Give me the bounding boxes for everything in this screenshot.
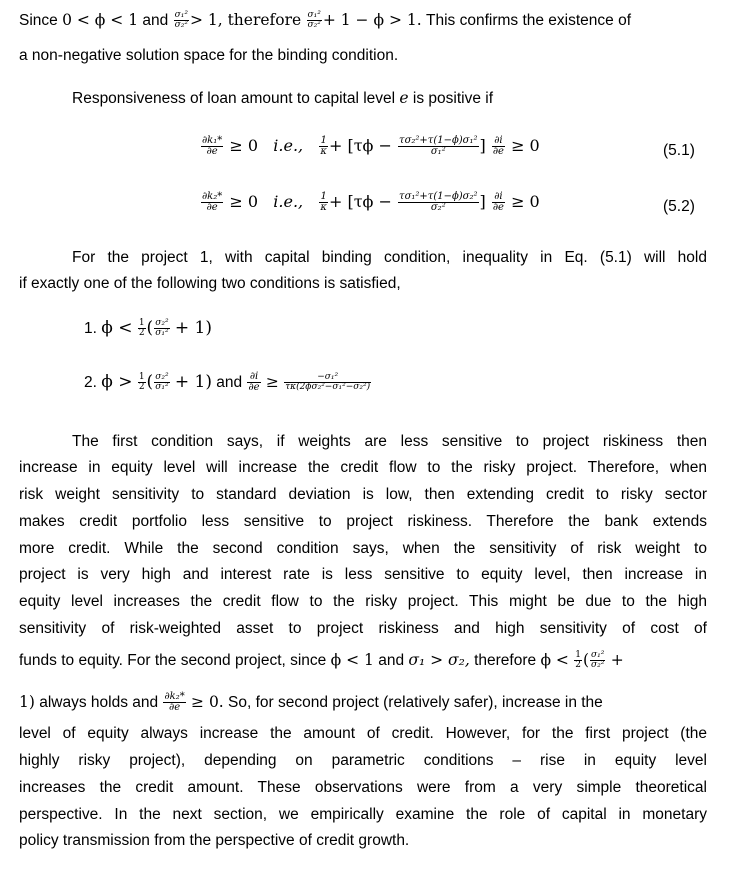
text: So, for second project (relatively safer), increase in the xyxy=(228,694,603,711)
text: funds to equity. For the second project, since xyxy=(19,652,327,669)
text: always holds and xyxy=(39,694,159,711)
condition-1 xyxy=(84,318,740,339)
math-fraction xyxy=(574,651,582,670)
paragraph-4-line-10 xyxy=(19,692,707,713)
equation-number-5-2: (5.2) xyxy=(663,198,695,215)
math-inline: > 1, therefore xyxy=(189,11,302,29)
fraction-denominator: σ₂² xyxy=(174,20,188,31)
fraction-denominator: ∂e xyxy=(492,146,504,157)
math-fraction xyxy=(138,319,146,338)
fraction-numerator: σ₁² xyxy=(174,10,188,21)
math-inline: ϕ > xyxy=(101,372,133,392)
fraction-numerator: ∂k₁* xyxy=(202,135,223,146)
math-fraction xyxy=(163,692,185,713)
fraction-denominator: κ xyxy=(320,146,327,157)
paragraph-4-line: policy transmission from the perspective of credit growth. xyxy=(19,832,410,849)
fraction-numerator: τσ₂²+τ(1−ϕ)σ₁² xyxy=(399,135,478,146)
math-inline: + 1 − ϕ > 1. xyxy=(322,11,422,29)
math-inline: ϕ < xyxy=(540,651,569,669)
fraction-numerator: τσ₁²+τ(1−ϕ)σ₂² xyxy=(399,191,478,202)
math-fraction xyxy=(154,373,169,392)
text: and xyxy=(142,12,169,29)
paragraph-4-line: level of equity always increase the amount of credit. However, for the first project (the xyxy=(19,725,707,742)
fraction-numerator: 1 xyxy=(138,372,145,383)
paragraph-4-line: risk weight sensitivity to standard deviation is low, then extending credit to risky sector xyxy=(19,486,707,503)
math-inline: ( xyxy=(582,651,590,669)
text: therefore xyxy=(474,652,537,669)
math-fraction xyxy=(307,11,322,30)
math-fraction xyxy=(154,319,169,338)
math-inline: ] xyxy=(479,192,486,211)
math-inline: ( xyxy=(146,318,154,338)
paragraph-4-line: increases the credit amount. These observations were from a very simple theoretical xyxy=(19,779,707,796)
math-fraction xyxy=(201,136,223,157)
math-inline: ≥ 0 xyxy=(229,192,259,211)
paragraph-4-line: increase in equity level will increase the credit flow to the risky project. Therefore, when xyxy=(19,459,707,476)
fraction-denominator: ∂e xyxy=(248,382,260,394)
paragraph-4-line: equity level increases the credit flow to the risky project. This might be due to the high xyxy=(19,593,707,610)
math-inline: + 1) xyxy=(174,318,212,338)
math-fraction xyxy=(398,192,479,213)
math-fraction xyxy=(590,651,605,670)
fraction-denominator: σ₁² xyxy=(430,146,446,157)
math-inline: 0 < ϕ < 1 xyxy=(62,11,139,29)
fraction-denominator: σ₁² xyxy=(155,328,169,339)
math-fraction xyxy=(247,372,260,393)
paragraph-4-line: perspective. In the next section, we empirically examine the role of capital in monetary xyxy=(19,806,707,823)
paragraph-3-line-1: For the project 1, with capital binding condition, inequality in Eq. (5.1) will hold xyxy=(72,249,707,266)
fraction-denominator: 2 xyxy=(575,660,581,671)
paragraph-2 xyxy=(72,88,740,109)
math-inline: ≥ 0 xyxy=(511,192,540,211)
math-inline: ϕ < xyxy=(101,318,133,338)
paragraph-4-line-9 xyxy=(19,650,707,671)
fraction-denominator: ∂e xyxy=(169,702,181,714)
text: and xyxy=(378,652,405,669)
math-inline: + 1) xyxy=(174,372,212,392)
math-inline: σ₁ > σ₂, xyxy=(408,651,470,669)
paragraph-4-line: project is very high and interest rate is less sensitive to equity level, then increase in xyxy=(19,566,707,583)
math-inline: 1) xyxy=(19,693,35,711)
fraction-denominator: σ₁² xyxy=(155,382,169,393)
equation-5-1 xyxy=(200,136,540,157)
math-inline: i.e., xyxy=(273,192,304,211)
fraction-numerator: σ₂² xyxy=(155,318,169,329)
math-fraction xyxy=(492,192,505,213)
paragraph-4-line: more credit. While the second condition says, when the sensitivity of risk weight to xyxy=(19,540,707,557)
paragraph-4-line: The first condition says, if weights are less sensitive to project riskiness then xyxy=(72,433,707,450)
math-inline: i.e., xyxy=(273,136,304,155)
paragraph-4-line: sensitivity of risk-weighted asset to project riskiness and high sensitivity of cost of xyxy=(19,620,707,637)
math-inline: + xyxy=(610,651,624,669)
math-fraction xyxy=(398,136,479,157)
fraction-denominator: ∂e xyxy=(206,146,218,157)
fraction-numerator: σ₂² xyxy=(155,372,169,383)
paragraph-4-line: highly risky project), depending on parametric conditions – rise in equity level xyxy=(19,752,707,769)
fraction-denominator: 2 xyxy=(138,382,145,393)
fraction-numerator: σ₁² xyxy=(307,10,321,21)
math-inline: ≥ 0 xyxy=(229,136,259,155)
math-fraction xyxy=(492,136,505,157)
fraction-denominator: σ₂² xyxy=(307,20,321,31)
fraction-numerator: 1 xyxy=(320,191,327,202)
text: Since xyxy=(19,12,58,29)
fraction-denominator: ∂e xyxy=(206,202,218,213)
fraction-numerator: 1 xyxy=(320,135,327,146)
fraction-denominator: κ xyxy=(320,202,327,213)
math-inline: ≥ 0 xyxy=(511,136,540,155)
text: is positive if xyxy=(412,90,494,107)
fraction-numerator: ∂k₂* xyxy=(164,691,185,703)
fraction-numerator: −σ₁² xyxy=(284,373,371,383)
fraction-numerator: ∂i xyxy=(492,192,505,203)
fraction-denominator: 2 xyxy=(138,328,145,339)
fraction-numerator: ∂i xyxy=(492,136,505,147)
math-inline: ≥ xyxy=(265,373,279,391)
text: and xyxy=(216,374,243,391)
condition-2 xyxy=(84,372,740,393)
fraction-numerator: 1 xyxy=(138,318,145,329)
math-fraction xyxy=(284,373,371,392)
math-inline: + [τϕ − xyxy=(328,192,392,211)
fraction-numerator: σ₁² xyxy=(591,650,605,661)
math-inline: + [τϕ − xyxy=(328,136,392,155)
math-inline: ≥ 0. xyxy=(191,693,224,711)
paragraph-3-line-2: if exactly one of the following two conditions is satisfied, xyxy=(19,275,401,292)
fraction-denominator: σ₂² xyxy=(591,660,605,671)
text: This confirms the existence of xyxy=(425,12,632,29)
fraction-denominator: τκ(2ϕσ₂²−σ₁²−σ₂²) xyxy=(285,382,371,393)
math-fraction xyxy=(319,192,328,213)
math-inline: ( xyxy=(146,372,154,392)
math-fraction xyxy=(201,192,223,213)
math-fraction xyxy=(174,11,189,30)
fraction-denominator: ∂e xyxy=(492,202,504,213)
paragraph-4-line: makes credit portfolio less sensitive to project riskiness. Therefore the bank extends xyxy=(19,513,707,530)
math-fraction xyxy=(319,136,328,157)
math-fraction xyxy=(138,373,146,392)
list-number: 1. xyxy=(84,320,97,337)
fraction-numerator: 1 xyxy=(575,650,581,661)
paragraph-1-line-1 xyxy=(19,10,707,31)
math-variable: e xyxy=(399,89,409,107)
equation-5-2 xyxy=(200,192,540,213)
fraction-numerator: ∂i xyxy=(247,372,260,383)
equation-number-5-1: (5.1) xyxy=(663,142,695,159)
math-inline: ] xyxy=(479,136,486,155)
math-inline: ϕ < 1 xyxy=(330,651,374,669)
text: Responsiveness of loan amount to capital level xyxy=(72,90,396,107)
paragraph-1-line-2: a non-negative solution space for the binding condition. xyxy=(19,47,399,64)
fraction-denominator: σ₂² xyxy=(430,202,446,213)
fraction-numerator: ∂k₂* xyxy=(202,191,223,202)
list-number: 2. xyxy=(84,374,97,391)
